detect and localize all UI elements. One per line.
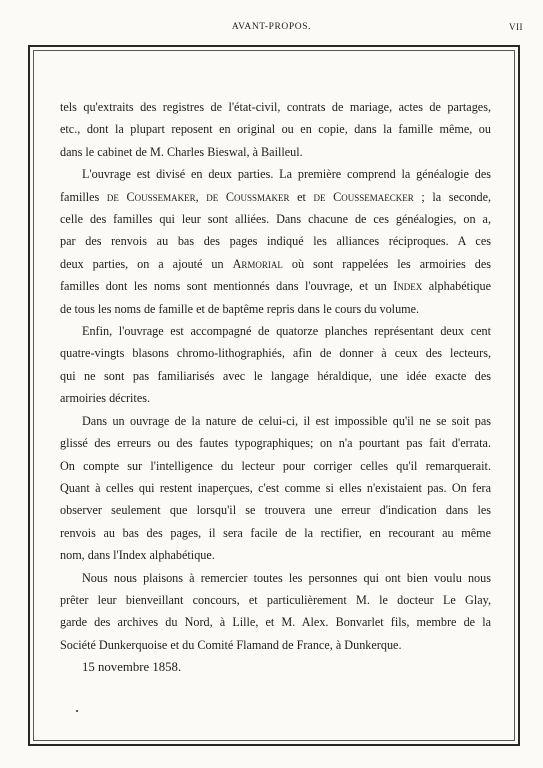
text-line: renvois au bas des pages, il sera facile de la rectifier, en recourant au même [60, 525, 491, 540]
text-line: glissé des erreurs ou des fautes typographiques; on n'a pourtant pas fait d'errata. [60, 436, 491, 451]
text-line: armoiries décrites. [60, 391, 151, 406]
text-line: etc., dont la plupart reposent en original ou en copie, dans la famille même, ou [60, 122, 491, 137]
text-line: Société Dunkerquoise et du Comité Flamand de France, à Dunkerque. [60, 637, 402, 652]
paragraph [60, 96, 491, 163]
text-line: Quant à celles qui restent inaperçues, c'est comme si elles n'existaient pas. On fera [60, 480, 491, 495]
running-title: AVANT-PROPOS. [231, 22, 312, 32]
paragraph [60, 410, 491, 567]
text-line: familles dont les noms sont mentionnés dans l'ouvrage, et un Index alphabétique [60, 279, 491, 294]
running-head [0, 22, 543, 36]
text-line: observer seulement que lorsqu'il se trouvera une erreur d'indication dans les [60, 503, 491, 518]
text-line: On compte sur l'intelligence du lecteur pour corriger celles qu'il remarquerait. [60, 458, 491, 473]
date-line: 15 novembre 1858. [82, 660, 182, 675]
paragraph [60, 567, 491, 657]
text-line: deux parties, on a ajouté un Armorial où sont rappelées les armoiries des [60, 256, 491, 271]
text-line: L'ouvrage est divisé en deux parties. La première comprend la généalogie des [82, 167, 491, 182]
text-line: de tous les noms de famille et de baptême repris dans le cours du volume. [60, 301, 420, 316]
text-line: par des renvois au bas des pages indiqué les alliances réciproques. A ces [60, 234, 491, 249]
page-number: VII [509, 22, 523, 32]
paragraph [60, 163, 491, 320]
text-line: prêter leur bienveillant concours, et particulièrement M. le docteur Le Glay, [60, 592, 491, 607]
text-line: Nous nous plaisons à remercier toutes les personnes qui ont bien voulu nous [82, 570, 491, 585]
text-line: Dans un ouvrage de la nature de celui-ci, il est impossible qu'il ne se soit pas [82, 413, 491, 428]
paragraph [60, 320, 491, 410]
text-line: dans le cabinet de M. Charles Bieswal, à Bailleul. [60, 144, 303, 159]
text-line: quatre-vingts blasons chromo-lithographiés, afin de donner à ceux des lecteurs, [60, 346, 491, 361]
text-line: familles de Coussemaker, de Coussmaker et de Coussemaecker ; la seconde, [60, 189, 492, 204]
text-line: tels qu'extraits des registres de l'état-civil, contrats de mariage, actes de partages, [60, 100, 491, 114]
text-line: Enfin, l'ouvrage est accompagné de quatorze planches représentant deux cent [82, 324, 491, 339]
body-text [60, 96, 491, 679]
text-line: celle des familles qui leur sont alliées. Dans chacune de ces généalogies, on a, [60, 212, 491, 227]
text-line: garde des archives du Nord, à Lille, et M. Alex. Bonvarlet fils, membre de la [60, 615, 491, 630]
text-line: nom, dans l'Index alphabétique. [60, 548, 215, 563]
text-line: qui ne sont pas familiarisés avec le langage héraldique, une idée exacte des [60, 368, 491, 383]
ink-speck [76, 710, 78, 712]
